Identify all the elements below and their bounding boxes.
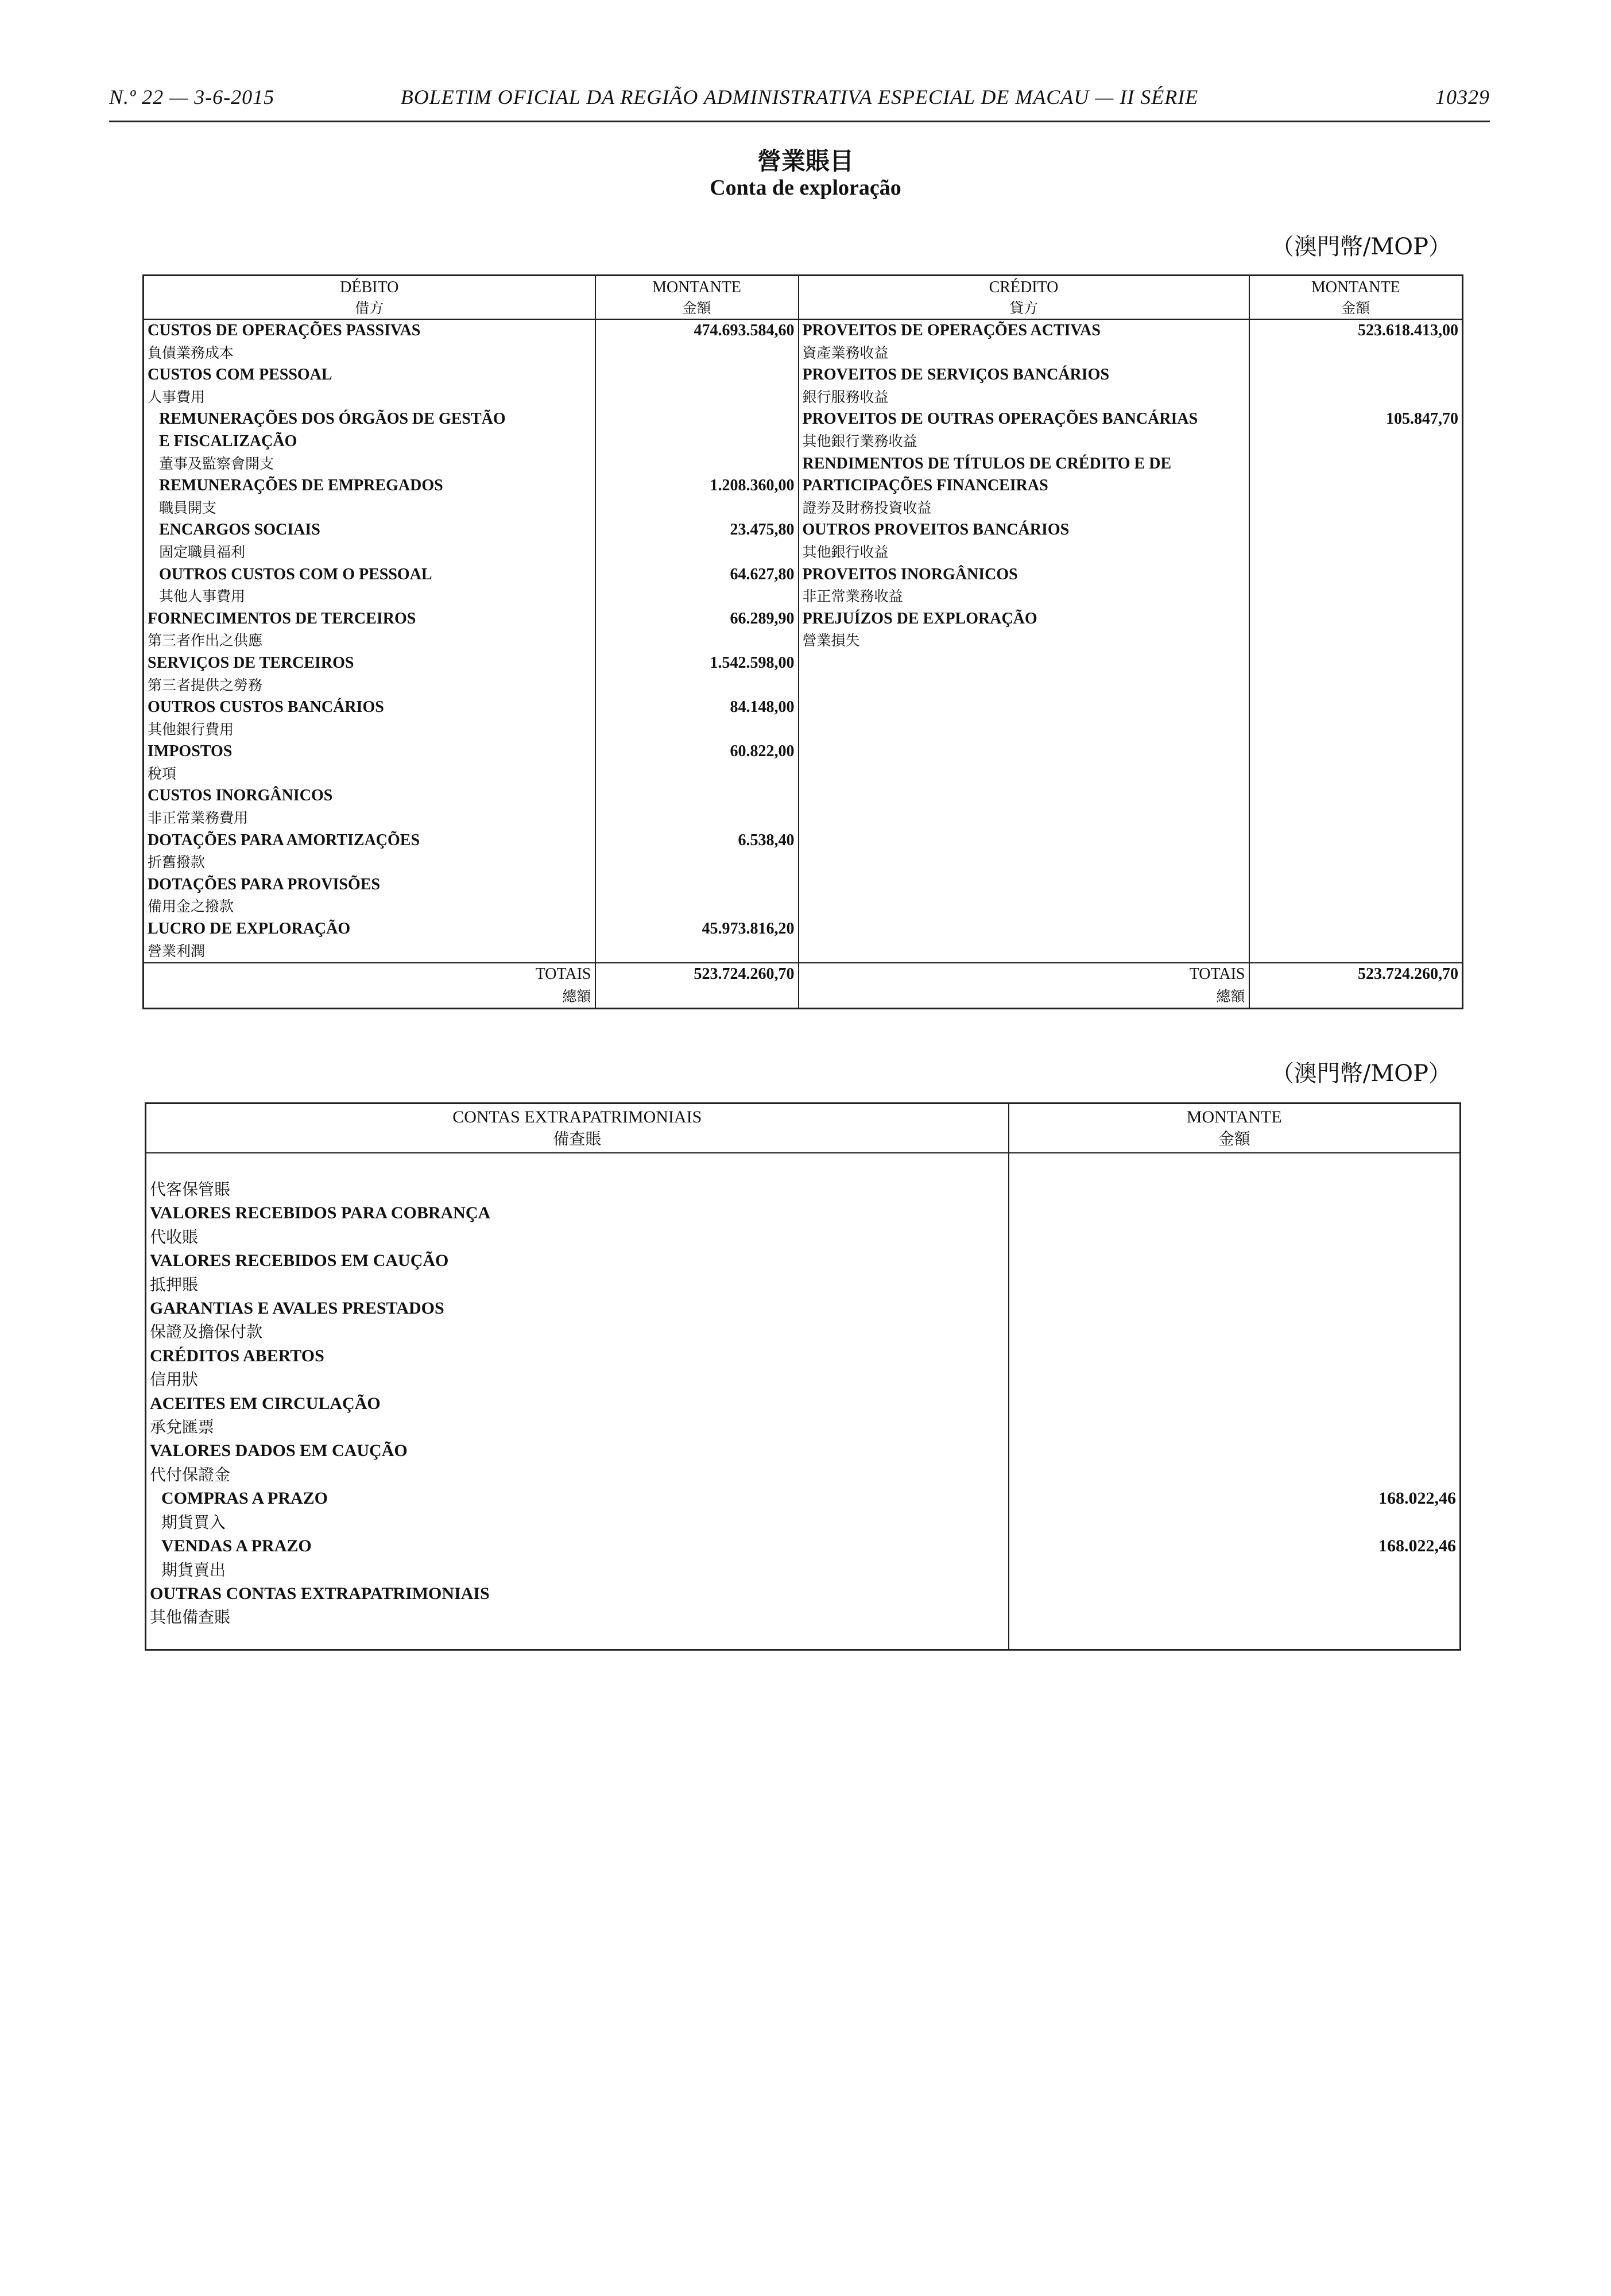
off-balance-item-amount: 168.022,46 [1009, 1486, 1461, 1510]
off-balance-row [146, 1201, 1461, 1225]
credit-item-amount [1249, 364, 1463, 386]
off-balance-item-amount [1009, 1225, 1461, 1249]
debit-item-label: 董事及監察會開支 [144, 453, 595, 475]
debit-item-label: 其他人事費用 [144, 586, 595, 608]
exploration-row [144, 541, 1463, 564]
exploration-row [144, 630, 1463, 652]
debit-item-label: ENCARGOS SOCIAIS [144, 519, 595, 541]
exploration-row [144, 918, 1463, 940]
credit-item-amount [1249, 851, 1463, 874]
credit-item-amount [1249, 763, 1463, 785]
off-balance-item-label: CRÉDITOS ABERTOS [146, 1344, 1009, 1368]
credit-item-amount [1249, 453, 1463, 475]
currency-label-off-balance: （澳門幣/MOP） [1271, 1060, 1451, 1087]
spacer-cell [1009, 1629, 1461, 1650]
off-balance-header-row [146, 1104, 1461, 1153]
debit-item-amount: 60.822,00 [595, 741, 799, 763]
credit-item-amount [1249, 918, 1463, 940]
exploration-row [144, 785, 1463, 807]
off-balance-row [146, 1605, 1461, 1629]
debit-item-label: 營業利潤 [144, 940, 595, 963]
off-balance-amount-header: MONTANTE 金額 [1009, 1104, 1461, 1153]
credit-item-label: PROVEITOS DE SERVIÇOS BANCÁRIOS [799, 364, 1249, 386]
debit-item-label: OUTROS CUSTOS BANCÁRIOS [144, 696, 595, 719]
credit-item-amount [1249, 830, 1463, 852]
credit-item-amount [1249, 896, 1463, 918]
off-balance-item-amount: 168.022,46 [1009, 1534, 1461, 1558]
credit-item-label [799, 851, 1249, 874]
exploration-row [144, 431, 1463, 453]
credit-item-label: PARTICIPAÇÕES FINANCEIRAS [799, 475, 1249, 497]
off-balance-row [146, 1225, 1461, 1249]
credit-item-amount [1249, 541, 1463, 564]
debit-item-amount [595, 940, 799, 963]
off-balance-item-label: 保證及擔保付款 [146, 1320, 1009, 1343]
credit-total-amount: 523.724.260,70 [1249, 963, 1463, 1009]
credit-item-label: PROVEITOS DE OUTRAS OPERAÇÕES BANCÁRIAS [799, 408, 1249, 431]
credit-item-amount [1249, 608, 1463, 630]
exploration-row [144, 896, 1463, 918]
credit-item-amount [1249, 519, 1463, 541]
debit-item-amount: 45.973.816,20 [595, 918, 799, 940]
debit-item-label: IMPOSTOS [144, 741, 595, 763]
publication-title: BOLETIM OFICIAL DA REGIÃO ADMINISTRATIVA ESPECIAL DE MACAU — II SÉRIE [400, 86, 1199, 109]
credit-item-amount [1249, 386, 1463, 409]
exploration-row [144, 586, 1463, 608]
off-balance-item-label: 期貨買入 [146, 1511, 1009, 1534]
debit-total-amount: 523.724.260,70 [595, 963, 799, 1009]
credit-item-amount [1249, 696, 1463, 719]
exploration-account-table [142, 274, 1463, 1009]
off-balance-item-label: 其他備查賬 [146, 1605, 1009, 1629]
debit-item-label: 第三者作出之供應 [144, 630, 595, 652]
page-number: 10329 [1435, 86, 1490, 109]
credit-totals-label: TOTAIS 總額 [799, 963, 1249, 1009]
exploration-row [144, 475, 1463, 497]
off-balance-row [146, 1249, 1461, 1272]
debit-item-amount: 1.542.598,00 [595, 652, 799, 675]
off-balance-item-label: ACEITES EM CIRCULAÇÃO [146, 1392, 1009, 1415]
debit-header: DÉBITO 借方 [144, 276, 595, 320]
spacer-row [146, 1153, 1461, 1178]
title-portuguese: Conta de exploração [710, 176, 901, 200]
header-rule [109, 121, 1490, 122]
exploration-row [144, 851, 1463, 874]
credit-item-label [799, 719, 1249, 741]
debit-item-label: DOTAÇÕES PARA AMORTIZAÇÕES [144, 830, 595, 852]
exploration-body [144, 319, 1463, 963]
debit-item-amount: 66.289,90 [595, 608, 799, 630]
credit-item-amount [1249, 564, 1463, 586]
debit-item-label: CUSTOS DE OPERAÇÕES PASSIVAS [144, 319, 595, 342]
debit-item-amount [595, 342, 799, 365]
credit-amount-header: MONTANTE 金額 [1249, 276, 1463, 320]
off-balance-row [146, 1558, 1461, 1582]
off-balance-item-amount [1009, 1368, 1461, 1391]
credit-item-label [799, 741, 1249, 763]
debit-item-label: REMUNERAÇÕES DE EMPREGADOS [144, 475, 595, 497]
off-balance-item-amount [1009, 1605, 1461, 1629]
credit-header: CRÉDITO 貸方 [799, 276, 1249, 320]
debit-item-amount [595, 408, 799, 431]
debit-item-label: 人事費用 [144, 386, 595, 409]
off-balance-row [146, 1392, 1461, 1415]
debit-item-amount: 6.538,40 [595, 830, 799, 852]
debit-item-amount [595, 431, 799, 453]
off-balance-item-label: 抵押賬 [146, 1273, 1009, 1296]
exploration-row [144, 564, 1463, 586]
off-balance-body [146, 1153, 1461, 1650]
debit-item-label: CUSTOS COM PESSOAL [144, 364, 595, 386]
issue-number: N.º 22 — 3-6-2015 [109, 86, 275, 109]
credit-item-amount [1249, 431, 1463, 453]
credit-item-amount [1249, 630, 1463, 652]
credit-item-label: PROVEITOS INORGÂNICOS [799, 564, 1249, 586]
exploration-row [144, 719, 1463, 741]
off-balance-item-amount [1009, 1320, 1461, 1343]
credit-item-amount [1249, 785, 1463, 807]
exploration-row [144, 741, 1463, 763]
debit-item-label: SERVIÇOS DE TERCEIROS [144, 652, 595, 675]
debit-item-label: 職員開支 [144, 497, 595, 520]
credit-item-amount [1249, 741, 1463, 763]
debit-item-amount [595, 586, 799, 608]
exploration-row [144, 453, 1463, 475]
debit-item-amount [595, 675, 799, 697]
credit-item-label [799, 807, 1249, 830]
off-balance-row [146, 1415, 1461, 1439]
off-balance-row [146, 1582, 1461, 1605]
debit-item-amount [595, 763, 799, 785]
credit-item-amount [1249, 475, 1463, 497]
credit-item-label: OUTROS PROVEITOS BANCÁRIOS [799, 519, 1249, 541]
exploration-row [144, 519, 1463, 541]
credit-item-amount [1249, 586, 1463, 608]
off-balance-row [146, 1344, 1461, 1368]
spacer-cell [146, 1629, 1009, 1650]
credit-item-label [799, 696, 1249, 719]
exploration-row [144, 763, 1463, 785]
totals-row [144, 963, 1463, 1009]
debit-item-label: DOTAÇÕES PARA PROVISÕES [144, 874, 595, 896]
off-balance-table [145, 1102, 1461, 1651]
credit-item-amount [1249, 807, 1463, 830]
credit-item-label: 銀行服務收益 [799, 386, 1249, 409]
exploration-row [144, 408, 1463, 431]
debit-item-label: 固定職員福利 [144, 541, 595, 564]
debit-item-amount [595, 541, 799, 564]
exploration-header-row [144, 276, 1463, 320]
credit-item-label [799, 675, 1249, 697]
page-header [109, 85, 1490, 111]
exploration-row [144, 807, 1463, 830]
credit-item-label [799, 896, 1249, 918]
off-balance-item-label: 代收賬 [146, 1225, 1009, 1249]
debit-item-amount: 474.693.584,60 [595, 319, 799, 342]
debit-item-label: OUTROS CUSTOS COM O PESSOAL [144, 564, 595, 586]
debit-item-amount [595, 874, 799, 896]
debit-item-amount [595, 497, 799, 520]
off-balance-row [146, 1368, 1461, 1391]
off-balance-item-label: OUTRAS CONTAS EXTRAPATRIMONIAIS [146, 1582, 1009, 1605]
credit-item-label [799, 874, 1249, 896]
debit-item-label: 非正常業務費用 [144, 807, 595, 830]
credit-item-amount [1249, 874, 1463, 896]
off-balance-row [146, 1273, 1461, 1296]
credit-item-label: 其他銀行業務收益 [799, 431, 1249, 453]
debit-totals-label: TOTAIS 總額 [144, 963, 595, 1009]
off-balance-item-amount [1009, 1558, 1461, 1582]
off-balance-item-amount [1009, 1201, 1461, 1225]
credit-item-label [799, 652, 1249, 675]
credit-item-label [799, 830, 1249, 852]
credit-item-amount [1249, 497, 1463, 520]
off-balance-item-label: 代客保管賬 [146, 1178, 1009, 1201]
off-balance-item-amount [1009, 1582, 1461, 1605]
off-balance-item-amount [1009, 1392, 1461, 1415]
credit-item-label [799, 918, 1249, 940]
credit-item-amount [1249, 940, 1463, 963]
credit-item-label: 證券及財務投資收益 [799, 497, 1249, 520]
debit-amount-header: MONTANTE 金額 [595, 276, 799, 320]
off-balance-row [146, 1178, 1461, 1201]
debit-item-amount: 84.148,00 [595, 696, 799, 719]
exploration-row [144, 874, 1463, 896]
exploration-row [144, 675, 1463, 697]
debit-item-amount [595, 719, 799, 741]
debit-item-amount: 1.208.360,00 [595, 475, 799, 497]
exploration-row [144, 940, 1463, 963]
currency-label-exploration: （澳門幣/MOP） [1271, 234, 1451, 260]
debit-item-amount [595, 386, 799, 409]
debit-item-amount: 23.475,80 [595, 519, 799, 541]
exploration-row [144, 386, 1463, 409]
off-balance-row [146, 1296, 1461, 1320]
off-balance-row [146, 1511, 1461, 1534]
exploration-row [144, 696, 1463, 719]
debit-item-label: 稅項 [144, 763, 595, 785]
exploration-row [144, 830, 1463, 852]
off-balance-item-amount [1009, 1439, 1461, 1462]
off-balance-item-label: 代付保證金 [146, 1463, 1009, 1486]
title-chinese: 營業賬目 [757, 147, 854, 175]
credit-item-label [799, 940, 1249, 963]
off-balance-item-amount [1009, 1463, 1461, 1486]
credit-item-label: PROVEITOS DE OPERAÇÕES ACTIVAS [799, 319, 1249, 342]
credit-item-amount [1249, 342, 1463, 365]
exploration-row [144, 652, 1463, 675]
credit-item-label: PREJUÍZOS DE EXPLORAÇÃO [799, 608, 1249, 630]
debit-item-label: LUCRO DE EXPLORAÇÃO [144, 918, 595, 940]
off-balance-row [146, 1463, 1461, 1486]
credit-item-label: 其他銀行收益 [799, 541, 1249, 564]
credit-item-label: 營業損失 [799, 630, 1249, 652]
debit-item-amount [595, 630, 799, 652]
exploration-row [144, 497, 1463, 520]
off-balance-item-amount [1009, 1296, 1461, 1320]
off-balance-item-label: 承兌匯票 [146, 1415, 1009, 1439]
credit-item-amount: 105.847,70 [1249, 408, 1463, 431]
exploration-row [144, 319, 1463, 342]
debit-item-label: 負債業務成本 [144, 342, 595, 365]
debit-item-label: 第三者提供之勞務 [144, 675, 595, 697]
debit-item-label: 折舊撥款 [144, 851, 595, 874]
off-balance-item-amount [1009, 1178, 1461, 1201]
off-balance-item-label: 信用狀 [146, 1368, 1009, 1391]
debit-item-label: FORNECIMENTOS DE TERCEIROS [144, 608, 595, 630]
exploration-row [144, 364, 1463, 386]
debit-item-label: 其他銀行費用 [144, 719, 595, 741]
credit-item-amount: 523.618.413,00 [1249, 319, 1463, 342]
off-balance-item-amount [1009, 1415, 1461, 1439]
credit-item-label [799, 785, 1249, 807]
debit-item-label: E FISCALIZAÇÃO [144, 431, 595, 453]
off-balance-row [146, 1534, 1461, 1558]
spacer-row [146, 1629, 1461, 1650]
debit-item-amount [595, 453, 799, 475]
credit-item-amount [1249, 719, 1463, 741]
credit-item-label: 非正常業務收益 [799, 586, 1249, 608]
off-balance-item-amount [1009, 1249, 1461, 1272]
credit-item-label: RENDIMENTOS DE TÍTULOS DE CRÉDITO E DE [799, 453, 1249, 475]
off-balance-item-label: 期貨賣出 [146, 1558, 1009, 1582]
off-balance-item-label: VALORES RECEBIDOS PARA COBRANÇA [146, 1201, 1009, 1225]
off-balance-item-label: VENDAS A PRAZO [146, 1534, 1009, 1558]
off-balance-item-amount [1009, 1273, 1461, 1296]
off-balance-title-header: CONTAS EXTRAPATRIMONIAIS 備查賬 [146, 1104, 1009, 1153]
debit-item-label: CUSTOS INORGÂNICOS [144, 785, 595, 807]
off-balance-item-amount [1009, 1511, 1461, 1534]
off-balance-row [146, 1486, 1461, 1510]
debit-item-amount [595, 851, 799, 874]
debit-item-label: 備用金之撥款 [144, 896, 595, 918]
debit-item-amount [595, 807, 799, 830]
credit-item-label [799, 763, 1249, 785]
off-balance-item-label: VALORES DADOS EM CAUÇÃO [146, 1439, 1009, 1462]
debit-item-amount [595, 896, 799, 918]
off-balance-item-label: VALORES RECEBIDOS EM CAUÇÃO [146, 1249, 1009, 1272]
off-balance-item-label: COMPRAS A PRAZO [146, 1486, 1009, 1510]
credit-item-amount [1249, 652, 1463, 675]
off-balance-item-label: GARANTIAS E AVALES PRESTADOS [146, 1296, 1009, 1320]
off-balance-row [146, 1320, 1461, 1343]
exploration-row [144, 342, 1463, 365]
debit-item-amount [595, 364, 799, 386]
off-balance-item-amount [1009, 1344, 1461, 1368]
debit-item-amount [595, 785, 799, 807]
exploration-row [144, 608, 1463, 630]
debit-item-amount: 64.627,80 [595, 564, 799, 586]
off-balance-row [146, 1439, 1461, 1462]
credit-item-label: 資產業務收益 [799, 342, 1249, 365]
debit-item-label: REMUNERAÇÕES DOS ÓRGÃOS DE GESTÃO [144, 408, 595, 431]
credit-item-amount [1249, 675, 1463, 697]
